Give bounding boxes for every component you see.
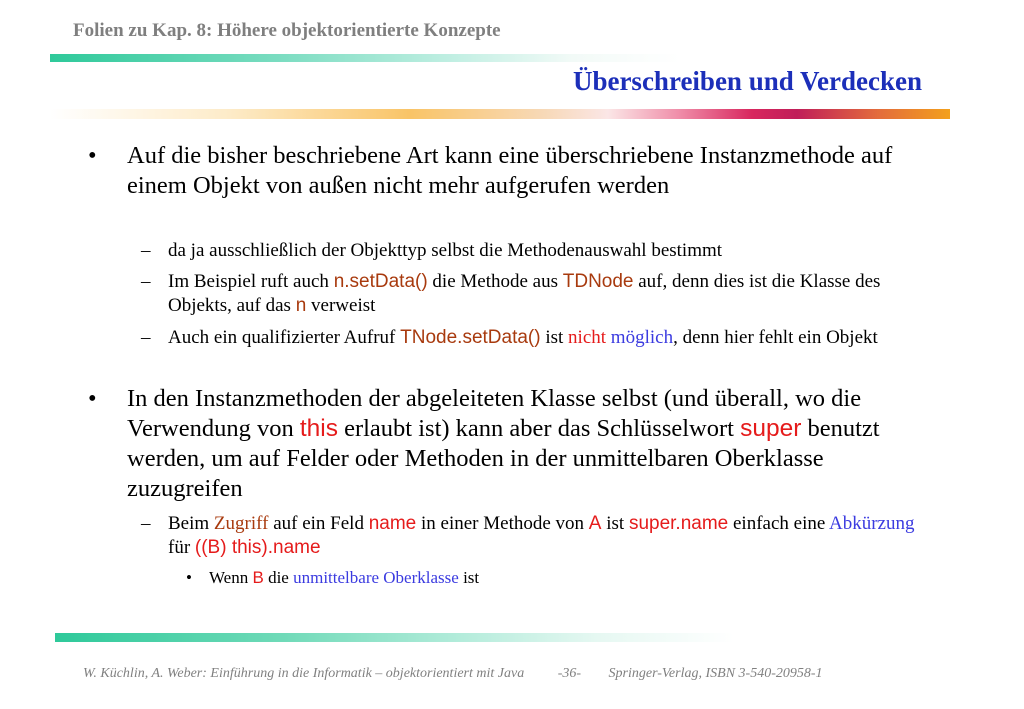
text-run: auf ein Feld	[268, 513, 369, 534]
dash-marker: –	[141, 513, 151, 534]
text-run: Auch ein qualifizierter Aufruf	[168, 327, 401, 348]
code-n-setdata: n.setData()	[333, 271, 428, 292]
footer-authors: W. Küchlin, A. Weber: Einführung in die Informatik – objektorientiert mit Java	[83, 666, 525, 681]
slide-title: Überschreiben und Verdecken	[572, 66, 922, 96]
bullet-2-text	[127, 384, 917, 504]
sub-1-text: da ja ausschließlich der Objekttyp selbst die Methodenauswahl bestimmt	[168, 240, 723, 261]
text-run: ist	[601, 513, 629, 534]
top-divider-bar	[50, 54, 950, 62]
footer	[83, 666, 823, 682]
word-abkuerzung: Abkürzung	[829, 513, 915, 534]
code-super: super	[740, 415, 802, 442]
header-title: Folien zu Kap. 8: Höhere objektorientierte Konzepte	[73, 20, 501, 41]
code-a: A	[588, 513, 602, 534]
word-unmittelbare-oberklasse: unmittelbare Oberklasse	[293, 568, 459, 587]
code-b-this-name: ((B) this).name	[194, 537, 321, 558]
text-run: für	[168, 537, 195, 558]
bullet-1-text: Auf die bisher beschriebene Art kann eine überschriebene Instanzmethode auf einem Objekt von außen nicht mehr aufgerufen werden	[127, 142, 893, 199]
text-run: Wenn	[209, 568, 253, 587]
text-run: die Methode aus	[427, 271, 563, 292]
text-run: , denn hier fehlt ein Objekt	[673, 327, 878, 348]
text-run: einfach eine	[728, 513, 829, 534]
small-bullet-marker: •	[186, 568, 192, 587]
code-b: B	[252, 568, 264, 587]
footer-publisher: Springer-Verlag, ISBN 3-540-20958-1	[608, 666, 823, 681]
text-run: ist	[458, 568, 480, 587]
text-run: in einer Methode von	[416, 513, 589, 534]
code-this: this	[299, 415, 338, 442]
code-tnode-setdata: TNode.setData()	[400, 327, 541, 348]
text-run: benutzt werden, um auf Felder oder Methoden in der unmittelbaren Oberklasse zuzugreifen	[127, 415, 880, 502]
text-run: Im Beispiel ruft auch	[168, 271, 334, 292]
text-run: Beim	[168, 513, 214, 534]
code-n: n	[295, 295, 307, 316]
subsub-text	[209, 567, 859, 589]
word-nicht: nicht	[568, 327, 607, 348]
bottom-divider-bar	[55, 633, 960, 642]
bullet-2-sub-1-text	[168, 512, 938, 560]
word-zugriff: Zugriff	[213, 513, 269, 534]
dash-marker: –	[141, 327, 151, 348]
footer-page-number: -36-	[557, 666, 582, 681]
text-run: In den Instanzmethoden der abgeleiteten Klasse selbst (und überall, wo die Verwendung von	[127, 385, 862, 442]
text-run: verweist	[306, 295, 376, 316]
text-run: ist	[540, 327, 569, 348]
text-run: auf, denn dies ist die Klasse des Objekts, auf das	[168, 271, 881, 316]
code-super-name: super.name	[628, 513, 729, 534]
dash-marker: –	[141, 240, 151, 261]
word-moeglich: möglich	[610, 327, 674, 348]
text-run: die	[263, 568, 294, 587]
bullet-marker: •	[88, 142, 97, 169]
sub-2-text	[168, 270, 938, 318]
code-name: name	[368, 513, 417, 534]
title-divider-bar	[50, 109, 950, 119]
bullet-marker: •	[88, 385, 97, 412]
dash-marker: –	[141, 271, 151, 292]
sub-3-text	[168, 326, 938, 350]
code-tdnode: TDNode	[562, 271, 634, 292]
text-run: erlaubt ist) kann aber das Schlüsselwort	[337, 415, 741, 442]
